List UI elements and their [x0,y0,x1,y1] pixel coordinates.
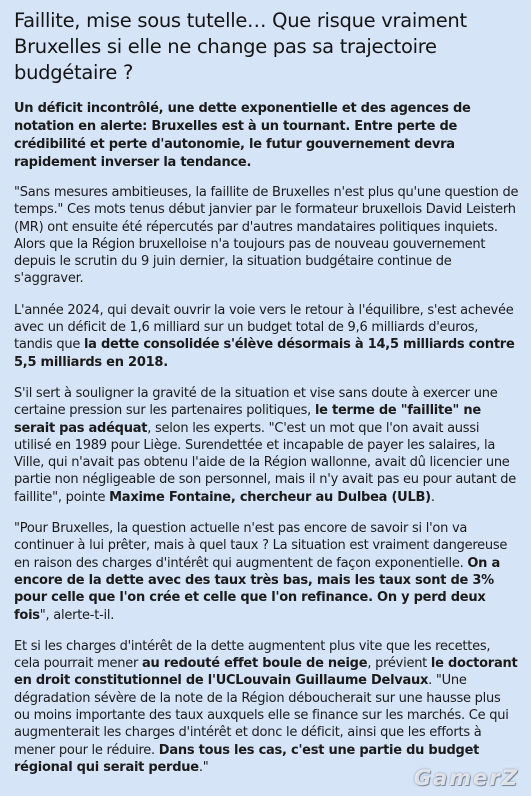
paragraph-5-bold-a: au redouté effet boule de neige [141,656,368,672]
paragraph-2 [14,302,519,371]
paragraph-4-text-b: ", alerte-t-il. [39,607,115,623]
paragraph-3-bold-a: le terme de "faillite" ne serait pas adéquat [14,403,481,436]
paragraph-5-text-d: ." [198,759,209,775]
paragraph-1: "Sans mesures ambitieuses, la faillite de Bruxelles n'est plus qu'une question de temps." Ces mots tenus début janvier par le formateur bruxellois David Leisterh (MR) ont ensuite été répercutés par d'autres mandataires politiques inquiets. Alors que la Région bruxelloise n'a toujours pas de nouveau gouvernement depuis le scrutin du 9 juin dernier, la situation budgétaire continue de s'aggraver. [14,185,519,287]
paragraph-3-text-c: . [430,489,435,505]
paragraph-2-text: L'année 2024, qui devait ouvrir la voie vers le retour à l'équilibre, s'est achevée avec un déficit de 1,6 milliard sur un budget total de 9,6 milliards d'euros, tandis que [14,302,514,353]
paragraph-5-bold-b: le doctorant en droit constitutionnel de l'UCLouvain Guillaume Delvaux [14,656,518,689]
paragraph-3-bold-b: Maxime Fontaine, chercheur au Dulbea (ULB) [109,489,431,505]
paragraph-3 [14,385,519,506]
paragraph-2-bold: la dette consolidée s'élève désormais à 14,5 milliards contre 5,5 milliards en 2018. [14,337,515,370]
paragraph-3-text-b: , selon les experts. "C'est un mot que l'on avait aussi utilisé en 1989 pour Liège. Surendettée et incapable de payer les salaires, la Ville, qui n'avait pas obtenu l'aide de la Région wallonne, avait dû licencier une partie non négligeable de son personnel, mais il n'y avait pas eu pour autant de faillite", pointe [14,420,517,505]
paragraph-4-bold: On a encore de la dette avec des taux très bas, mais les taux sont de 3% pour celle que l'on crée et celle que l'on refinance. On y perd deux fois [14,555,500,623]
paragraph-5 [14,638,519,776]
paragraph-5-text-c: . "Une dégradation sévère de la note de la Région déboucherait sur une hausse plus ou moins importante des taux auxquels elle se finance sur les marchés. Ce qui augmenterait les charges d'intérêt et donc le déficit, ainsi que les efforts à mener pour le réduire. [14,673,509,758]
paragraph-4 [14,520,519,624]
paragraph-3-text-a: S'il sert à souligner la gravité de la situation et vise sans doute à exercer une certaine pression sur les partenaires politiques, [14,385,498,419]
paragraph-5-bold-c: Dans tous les cas, c'est une partie du budget régional qui serait perdue [14,742,480,775]
watermark-logo: GamerZ [413,766,519,790]
article-lead: Un déficit incontrôlé, une dette exponentielle et des agences de notation en alerte: Bruxelles est à un tournant. Entre perte de crédibilité et perte d'autonomie, le futur gouvernement devra rapidement inverser la tendance. [14,101,471,170]
paragraph-5-text-a: Et si les charges d'intérêt de la dette augmentent plus vite que les recettes, cela pourrait mener [14,638,491,672]
article [14,8,519,790]
article-title: Faillite, mise sous tutelle… Que risque vraiment Bruxelles si elle ne change pas sa trajectoire budgétaire ? [14,9,467,84]
paragraph-5-text-b: , prévient [367,656,431,672]
paragraph-4-text-a: "Pour Bruxelles, la question actuelle n'est pas encore de savoir si l'on va continuer à lui prêter, mais à quel taux ? La situation est vraiment dangereuse en raison des charges d'intérêt qui augmentent de façon exponentielle. [14,521,508,571]
